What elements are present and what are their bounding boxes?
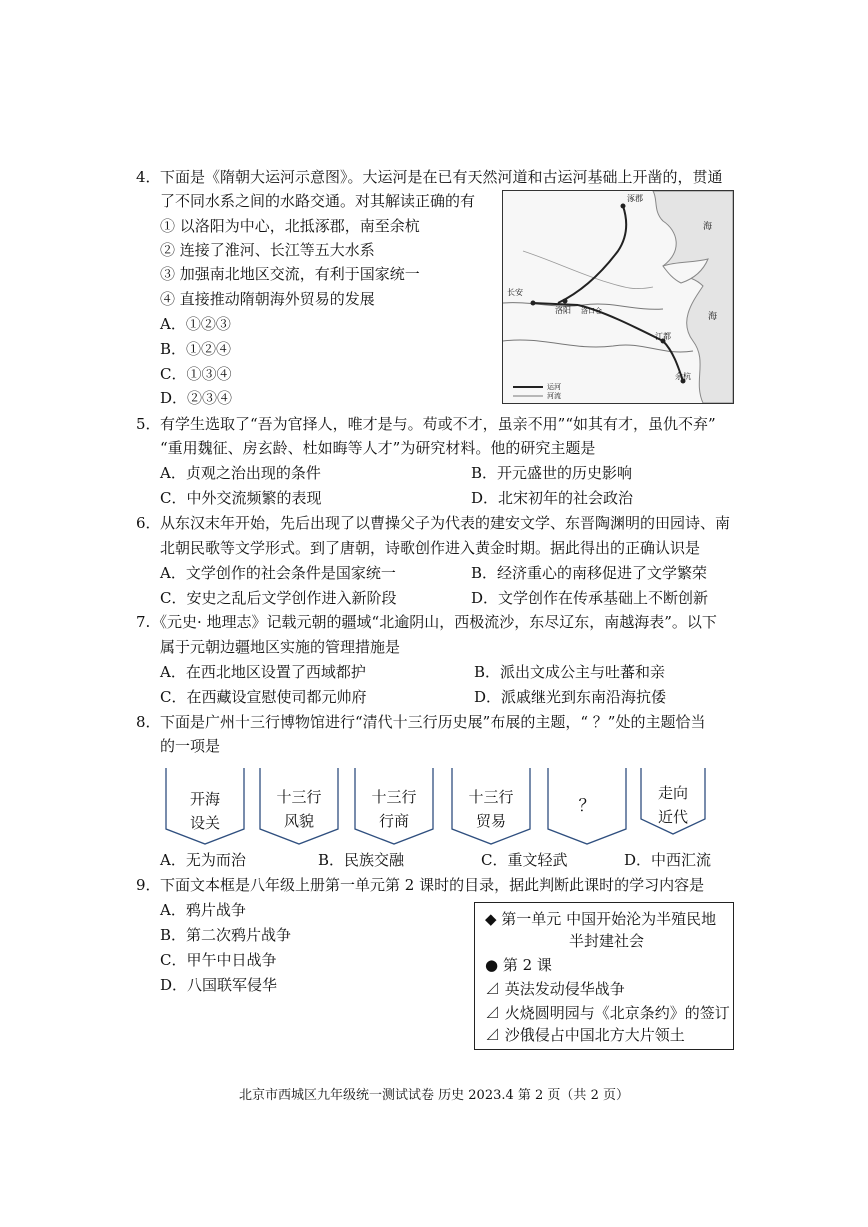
q6-stem-line2: 北朝民歌等文学形式。到了唐朝，诗歌创作进入黄金时期。据此得出的正确认识是 <box>160 539 701 557</box>
q4-option-b: B．①②④ <box>160 340 232 358</box>
toc-item-2: ⊿ 火烧圆明园与《北京条约》的签订 <box>485 1004 730 1022</box>
theme-tag-4-line1: 十三行 <box>468 788 514 806</box>
q9-option-b: B．第二次鸦片战争 <box>160 926 292 944</box>
q5-number: 5． <box>136 415 161 433</box>
q7-stem-line2: 属于元朝边疆地区实施的管理措施是 <box>160 638 401 656</box>
q4-option-d: D．②③④ <box>160 389 233 407</box>
q8-number: 8． <box>136 713 161 731</box>
q4-stem-line2: 了不同水系之间的水路交通。对其解读正确的有 <box>160 192 476 210</box>
theme-tag-question-mark: ？ <box>578 796 596 816</box>
q5-option-a: A．贞观之治出现的条件 <box>160 464 321 482</box>
q6-option-c: C．安史之乱后文学创作进入新阶段 <box>160 589 397 607</box>
theme-tag-1-line1: 开海 <box>189 790 220 808</box>
map-legend-river: 河流 <box>547 392 561 400</box>
q7-option-d: D．派戚继光到东南沿海抗倭 <box>474 688 667 706</box>
q6-option-a: A．文学创作的社会条件是国家统一 <box>160 564 396 582</box>
theme-tag-6 <box>640 767 706 845</box>
map-label-sea-2: 海 <box>708 312 718 322</box>
q9-option-a: A．鸦片战争 <box>160 901 246 919</box>
q6-option-b: B．经济重心的南移促进了文学繁荣 <box>471 564 708 582</box>
theme-tag-1-line2: 设关 <box>189 814 220 832</box>
q8-stem-line1: 下面是广州十三行博物馆进行“清代十三行历史展”布展的主题，“ ？”处的主题恰当 <box>160 713 706 731</box>
theme-tag-6-line1: 走向 <box>657 784 688 802</box>
theme-tag-3-line1: 十三行 <box>371 788 417 806</box>
q9-option-c: C．甲午中日战争 <box>160 951 277 969</box>
theme-tag-3-line2: 行商 <box>378 812 409 830</box>
q4-item-1: ① 以洛阳为中心，北抵涿郡，南至余杭 <box>160 217 420 235</box>
q8-option-d: D．中西汇流 <box>624 851 712 869</box>
grand-canal-map <box>502 190 734 404</box>
q6-number: 6． <box>136 514 161 532</box>
toc-unit-line1: ◆ 第一单元 中国开始沦为半殖民地 <box>485 910 717 928</box>
q5-option-d: D．北宋初年的社会政治 <box>471 489 634 507</box>
map-label-sea-1: 海 <box>703 222 713 232</box>
q9-stem: 下面文本框是八年级上册第一单元第 2 课时的目录，据此判断此课时的学习内容是 <box>160 876 705 894</box>
theme-tag-3 <box>354 767 434 845</box>
theme-tag-4-line2: 贸易 <box>475 812 506 830</box>
q7-option-a: A．在西北地区设置了西域都护 <box>160 663 366 681</box>
table-of-contents-box <box>474 902 734 1050</box>
q4-item-3: ③ 加强南北地区交流，有利于国家统一 <box>160 265 420 283</box>
q5-stem-line2: “重用魏征、房玄龄、杜如晦等人才”为研究材料。他的研究主题是 <box>160 439 596 457</box>
theme-tag-2-line1: 十三行 <box>276 788 322 806</box>
q4-stem-line1: 下面是《隋朝大运河示意图》。大运河是在已有天然河道和古运河基础上开凿的，贯通 <box>160 168 723 186</box>
map-label-yuhang: 余杭 <box>675 372 691 381</box>
q7-option-c: C．在西藏设宣慰使司都元帅府 <box>160 688 367 706</box>
q7-stem-line1: 《元史· 地理志》记载元朝的疆域“北逾阴山，西极流沙，东尽辽东，南越海表”。以下 <box>152 613 717 631</box>
q8-option-a: A．无为而治 <box>160 851 246 869</box>
map-label-zhuojun: 涿郡 <box>627 194 643 203</box>
map-label-luoyang: 洛阳 <box>555 306 571 315</box>
q4-item-2: ② 连接了淮河、长江等五大水系 <box>160 241 375 259</box>
q4-option-c: C．①③④ <box>160 365 232 383</box>
q4-number: 4． <box>136 168 161 186</box>
toc-item-1: ⊿ 英法发动侵华战争 <box>485 980 625 998</box>
theme-tag-question <box>547 767 627 845</box>
map-label-jiangdu: 江都 <box>655 332 671 341</box>
map-drawing <box>503 191 733 403</box>
q6-stem-line1: 从东汉末年开始，先后出现了以曹操父子为代表的建安文学、东晋陶渊明的田园诗、南 <box>160 514 731 532</box>
q5-stem-line1: 有学生选取了“吾为官择人，唯才是与。苟或不才，虽亲不用”“如其有才，虽仇不弃” <box>160 415 716 433</box>
q8-option-c: C．重文轻武 <box>481 851 568 869</box>
q7-option-b: B．派出文成公主与吐蕃和亲 <box>474 663 666 681</box>
toc-item-3: ⊿ 沙俄侵占中国北方大片领土 <box>485 1026 685 1044</box>
q6-option-d: D．文学创作在传承基础上不断创新 <box>471 589 709 607</box>
q4-option-a: A．①②③ <box>160 315 231 333</box>
q7-number: 7. <box>136 613 151 631</box>
q9-option-d: D．八国联军侵华 <box>160 976 278 994</box>
q8-stem-line2: 的一项是 <box>160 737 221 755</box>
theme-tag-1 <box>165 767 245 845</box>
map-label-luokoucang: 洛口仓 <box>581 307 602 315</box>
q5-option-b: B．开元盛世的历史影响 <box>471 464 633 482</box>
q5-option-c: C．中外交流频繁的表现 <box>160 489 322 507</box>
toc-unit-line2: 半封建社会 <box>569 932 645 950</box>
q8-option-b: B．民族交融 <box>318 851 405 869</box>
toc-lesson: ● 第 2 课 <box>485 956 552 974</box>
theme-tag-2-line2: 风貌 <box>283 812 314 830</box>
map-legend-canal: 运河 <box>547 383 561 391</box>
theme-tag-2 <box>259 767 339 845</box>
theme-tag-6-line2: 近代 <box>657 808 688 826</box>
map-label-changan: 长安 <box>507 288 523 297</box>
q9-number: 9． <box>136 876 161 894</box>
theme-tag-4 <box>451 767 531 845</box>
q4-item-4: ④ 直接推动隋朝海外贸易的发展 <box>160 290 375 308</box>
page-footer: 北京市西城区九年级统一测试试卷 历史 2023.4 第 2 页（共 2 页） <box>239 1088 629 1103</box>
